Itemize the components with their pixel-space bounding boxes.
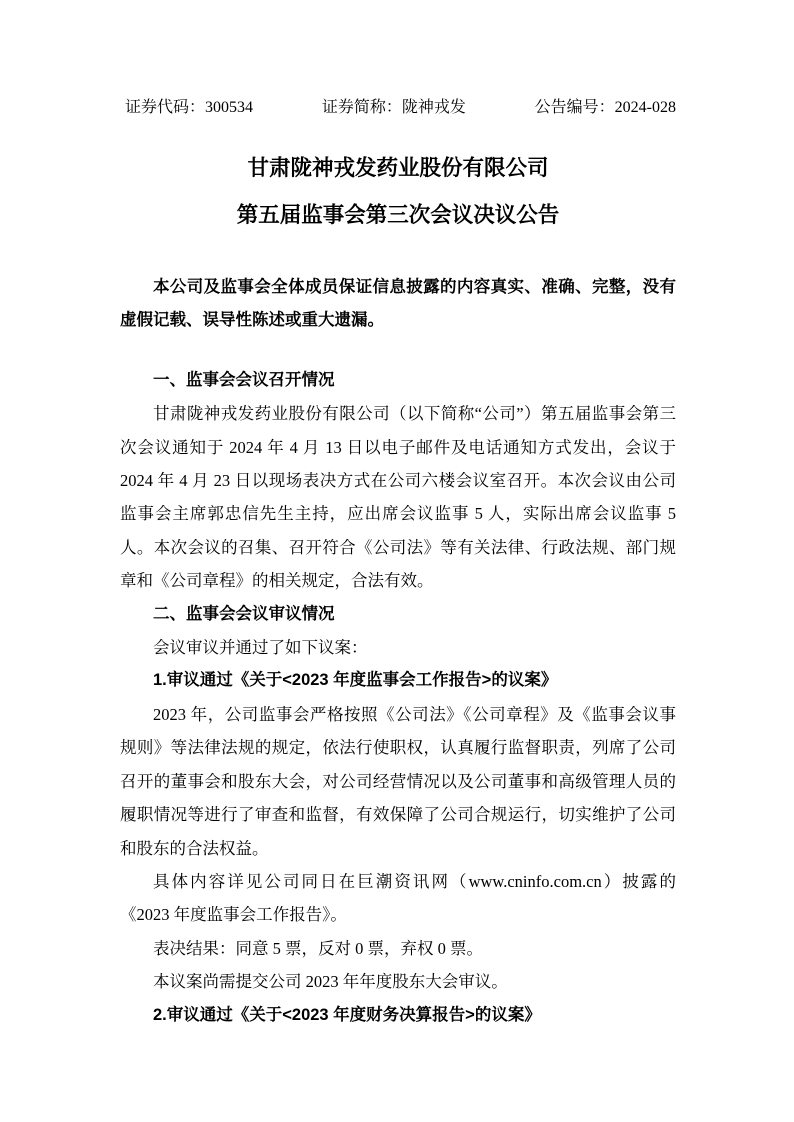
proposal-1-heading: 1.审议通过《关于<2023 年度监事会工作报告>的议案》 (153, 671, 558, 690)
section-1-paragraph: 甘肃陇神戎发药业股份有限公司（以下简称“公司”）第五届监事会第三次会议通知于 2024 年 4 月 13 日以电子邮件及电话通知方式发出，会议于 2024 年 4 月 23 日以现场表决方式在公司六楼会议室召开。本次会议由公司监事会主席郭忠信先生主持，应出席会议监事 5 人，实际出席会议监事 5 人。本次会议的召集、召开符合《公司法》等有关法律、行政法规、部门规章和《公司章程》的相关规定，合法有效。 (120, 404, 676, 591)
section-1-heading: 一、监事会会议召开情况 (153, 370, 335, 389)
proposal-1-body: 2023 年，公司监事会严格按照《公司法》《公司章程》及《监事会议事规则》等法律法规的规定，依法行使职权，认真履行监督职责，列席了公司召开的董事会和股东大会，对公司经营情况以及公司董事和高级管理人员的履职情况等进行了审查和监督，有效保障了公司合规运行，切实维护了公司和股东的合法权益。 (120, 704, 676, 858)
proposal-1-disclosure: 具体内容详见公司同日在巨潮资讯网（www.cninfo.com.cn）披露的《2023 年度监事会工作报告》。 (120, 871, 676, 925)
document-header (125, 97, 676, 118)
proposal-1-submission: 本议案尚需提交公司 2023 年年度股东大会审议。 (153, 972, 508, 992)
announcement-number: 公告编号：2024-028 (534, 99, 676, 116)
section-2-heading: 二、监事会会议审议情况 (153, 604, 335, 623)
proposal-2-heading: 2.审议通过《关于<2023 年度财务决算报告>的议案》 (153, 1005, 541, 1024)
disclosure-statement: 本公司及监事会全体成员保证信息披露的内容真实、准确、完整，没有虚假记载、误导性陈述或重大遗漏。 (120, 278, 676, 330)
stock-code: 证券代码：300534 (125, 99, 254, 116)
meeting-title: 第五届监事会第三次会议决议公告 (236, 203, 560, 227)
company-name-title: 甘肃陇神戎发药业股份有限公司 (247, 156, 549, 180)
stock-short-name: 证券简称：陇神戎发 (321, 99, 466, 116)
section-2-intro: 会议审议并通过了如下议案： (153, 638, 368, 658)
document-title (120, 145, 676, 239)
proposal-1-vote-result: 表决结果：同意 5 票，反对 0 票，弃权 0 票。 (153, 938, 483, 958)
